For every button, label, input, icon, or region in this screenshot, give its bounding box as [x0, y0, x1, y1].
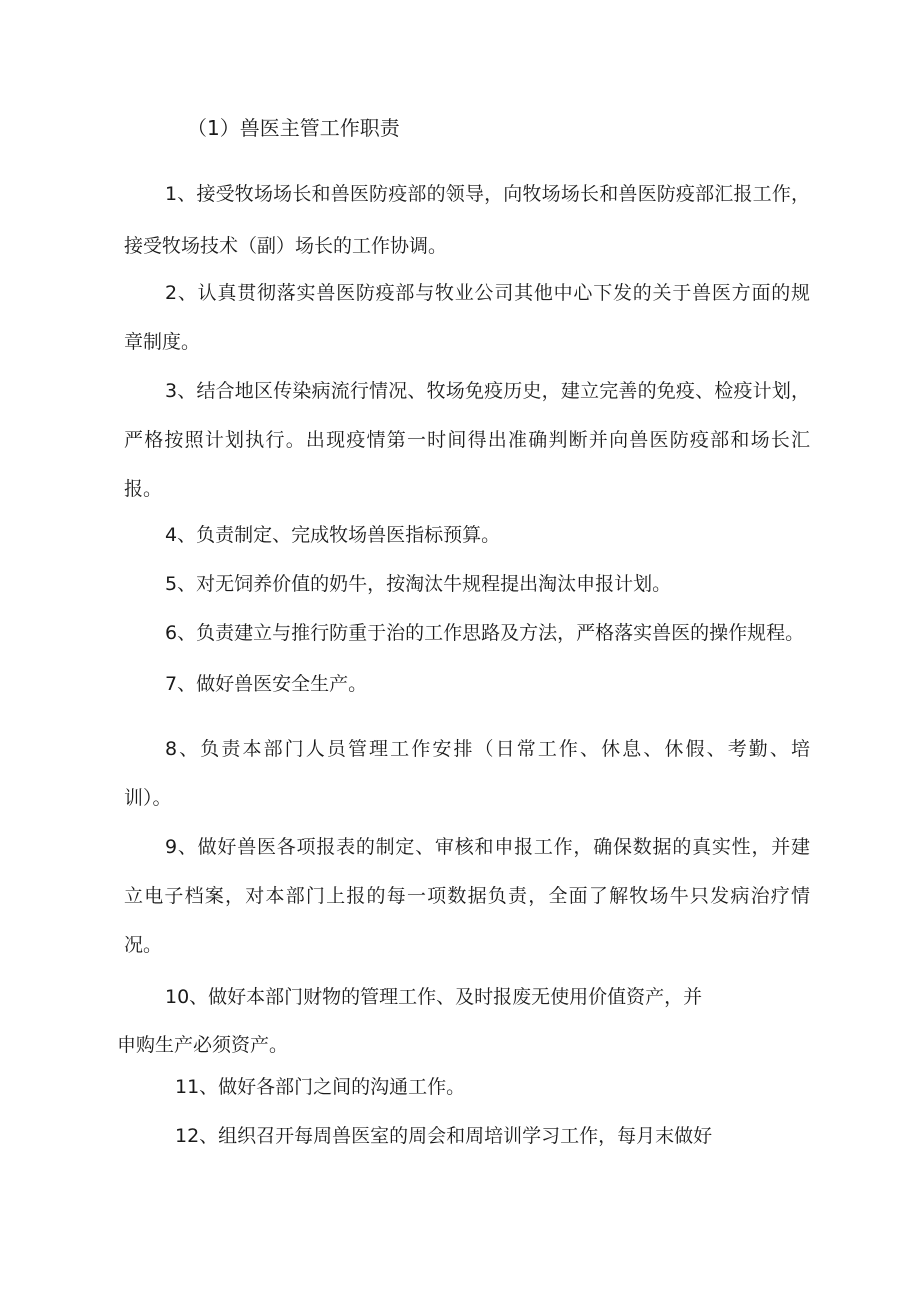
- paragraph-line: 1、接受牧场场长和兽医防疫部的领导，向牧场场长和兽医防疫部汇报工作，: [165, 183, 810, 205]
- paragraph-line: 章制度。: [124, 331, 201, 353]
- paragraph-line: 接受牧场技术（副）场长的工作协调。: [124, 235, 448, 257]
- paragraph-line: 申购生产必须资产。: [117, 1034, 289, 1056]
- paragraph-line: 10、做好本部门财物的管理工作、及时报废无使用价值资产，并: [165, 986, 703, 1008]
- paragraph-line: 5、对无饲养价值的奶牛，按淘汰牛规程提出淘汰申报计划。: [165, 573, 672, 595]
- paragraph-line: 7、做好兽医安全生产。: [165, 673, 368, 695]
- paragraph-line: 12、组织召开每周兽医室的周会和周培训学习工作，每月末做好: [175, 1125, 713, 1147]
- paragraph-line: 严格按照计划执行。出现疫情第一时间得出准确判断并向兽医防疫部和场长汇: [124, 429, 810, 451]
- paragraph-line: 4、负责制定、完成牧场兽医指标预算。: [165, 524, 501, 546]
- section-title: （1）兽医主管工作职责: [187, 116, 400, 140]
- paragraph-line: 9、做好兽医各项报表的制定、审核和申报工作，确保数据的真实性，并建: [165, 836, 810, 858]
- paragraph-line: 2、认真贯彻落实兽医防疫部与牧业公司其他中心下发的关于兽医方面的规: [165, 282, 810, 304]
- paragraph-line: 8、负责本部门人员管理工作安排（日常工作、休息、休假、考勤、培: [165, 738, 810, 760]
- paragraph-line: 训）。: [124, 787, 172, 809]
- paragraph-line: 3、结合地区传染病流行情况、牧场免疫历史，建立完善的免疫、检疫计划，: [165, 380, 810, 402]
- paragraph-line: 报。: [124, 478, 163, 500]
- paragraph-line: 立电子档案，对本部门上报的每一项数据负责，全面了解牧场牛只发病治疗情: [124, 885, 810, 907]
- paragraph-line: 11、做好各部门之间的沟通工作。: [175, 1076, 466, 1098]
- paragraph-line: 况。: [124, 934, 163, 956]
- paragraph-line: 6、负责建立与推行防重于治的工作思路及方法，严格落实兽医的操作规程。: [165, 622, 805, 644]
